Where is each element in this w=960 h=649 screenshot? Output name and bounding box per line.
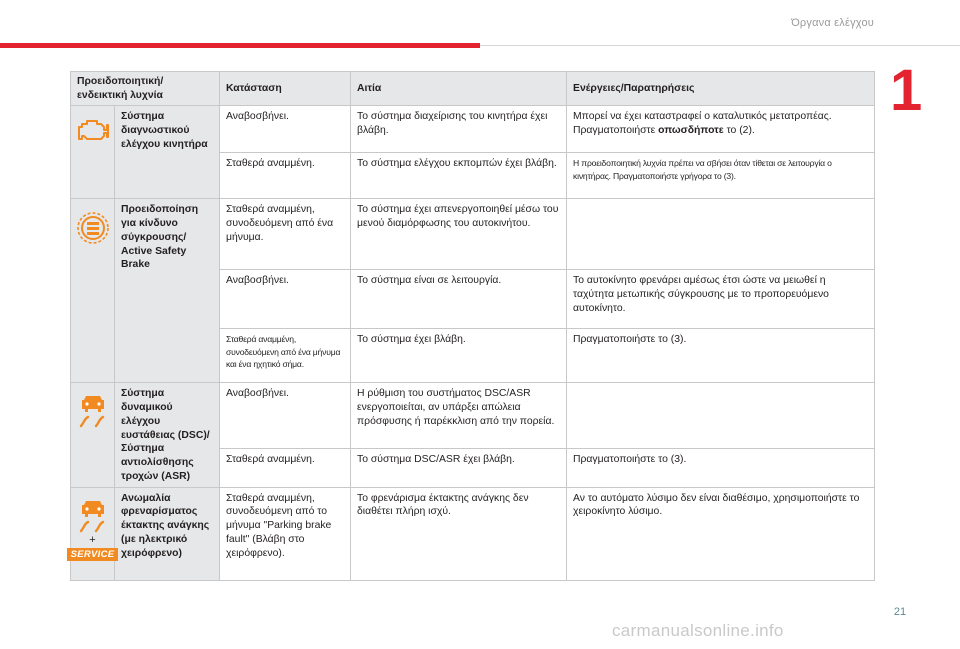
table-row <box>71 199 875 270</box>
chapter-number: 1 <box>890 58 923 123</box>
column-header-lamp: Προειδοποιητική/ενδεικτική λυχνία <box>71 72 220 106</box>
cause-cell: Το σύστημα έχει βλάβη. <box>351 329 567 383</box>
section-title: Όργανα ελέγχου <box>791 17 874 29</box>
header-accent-bar <box>0 43 480 48</box>
state-cell: Αναβοσβήνει. <box>220 270 351 329</box>
watermark: carmanualsonline.info <box>612 621 784 640</box>
action-text: το (2). <box>723 125 755 137</box>
state-cell: Σταθερά αναμμένη. <box>220 449 351 488</box>
header-divider <box>480 45 960 46</box>
lamp-icon-cell <box>71 383 115 487</box>
action-cell <box>567 106 875 153</box>
collision-warning-icon <box>76 211 110 245</box>
cause-cell: Το φρενάρισμα έκτακτης ανάγκης δεν διαθέτει πλήρη ισχύ. <box>351 487 567 580</box>
cause-cell: Το σύστημα έχει απενεργοποιηθεί μέσω του μενού διαμόρφωσης του αυτοκινήτου. <box>351 199 567 270</box>
state-cell: Σταθερά αναμμένη. <box>220 153 351 199</box>
action-cell: Πραγματοποιήστε το (3). <box>567 449 875 488</box>
table-row <box>71 383 875 449</box>
column-header-action: Ενέργειες/Παρατηρήσεις <box>567 72 875 106</box>
cause-cell: Το σύστημα είναι σε λειτουργία. <box>351 270 567 329</box>
plus-sign: + <box>89 533 96 546</box>
table-row <box>71 106 875 153</box>
column-header-cause: Αιτία <box>351 72 567 106</box>
skid-car-icon <box>78 395 108 429</box>
lamp-name: Σύστημα δυναμικού ελέγχου ευστάθειας (DSC)/Σύστημα αντιολίσθησης τροχών (ASR) <box>115 383 220 487</box>
lamp-icon-cell <box>71 106 115 199</box>
lamp-name: Σύστημα διαγνωστικού ελέγχου κινητήρα <box>115 106 220 199</box>
action-cell: Η προειδοποιητική λυχνία πρέπει να σβήσει όταν τίθεται σε λειτουργία ο κινητήρας. Πραγματοποιήστε γρήγορα το (3). <box>567 153 875 199</box>
table-header-row <box>71 72 875 106</box>
action-text: Μπορεί να έχει καταστραφεί ο καταλυτικός μετατροπέας. Πραγματοποιήστε <box>573 111 832 137</box>
state-cell: Αναβοσβήνει. <box>220 383 351 449</box>
state-cell: Σταθερά αναμμένη, συνοδευόμενη από ένα μήνυμα. <box>220 199 351 270</box>
cause-cell: Η ρύθμιση του συστήματος DSC/ASR ενεργοποιείται, αν υπάρξει απώλεια πρόσφυσης ή παρέκκλιση από την πορεία. <box>351 383 567 449</box>
column-header-state: Κατάσταση <box>220 72 351 106</box>
action-emphasis: οπωσδήποτε <box>658 125 724 137</box>
action-cell: Το αυτοκίνητο φρενάρει αμέσως έτσι ώστε να μειωθεί η ταχύτητα μετωπικής σύγκρουσης με το προπορευόμενο αυτοκίνητο. <box>567 270 875 329</box>
action-cell: Αν το αυτόματο λύσιμο δεν είναι διαθέσιμο, χρησιμοποιήστε το χειροκίνητο λύσιμο. <box>567 487 875 580</box>
lamp-name: Προειδοποίηση για κίνδυνο σύγκρουσης/ Active Safety Brake <box>115 199 220 383</box>
action-cell <box>567 199 875 270</box>
lamp-icon-cell <box>71 487 115 580</box>
skid-car-icon <box>78 500 108 534</box>
warning-lamps-table <box>70 71 875 581</box>
cause-cell: Το σύστημα DSC/ASR έχει βλάβη. <box>351 449 567 488</box>
cause-cell: Το σύστημα διαχείρισης του κινητήρα έχει βλάβη. <box>351 106 567 153</box>
action-cell <box>567 383 875 449</box>
state-cell: Αναβοσβήνει. <box>220 106 351 153</box>
service-icon: SERVICE <box>67 548 119 562</box>
engine-check-icon <box>76 118 110 142</box>
page-number: 21 <box>893 606 907 618</box>
cause-cell: Το σύστημα ελέγχου εκπομπών έχει βλάβη. <box>351 153 567 199</box>
lamp-name: Ανωμαλία φρεναρίσματος έκτακτης ανάγκης (με ηλεκτρικό χειρόφρενο) <box>115 487 220 580</box>
table-row <box>71 487 875 580</box>
lamp-icon-cell <box>71 199 115 383</box>
state-cell: Σταθερά αναμμένη, συνοδευόμενη από το μήνυμα "Parking brake fault" (Βλάβη στο χειρόφρενο). <box>220 487 351 580</box>
action-cell: Πραγματοποιήστε το (3). <box>567 329 875 383</box>
state-cell: Σταθερά αναμμένη, συνοδευόμενη από ένα μήνυμα και ένα ηχητικό σήμα. <box>220 329 351 383</box>
